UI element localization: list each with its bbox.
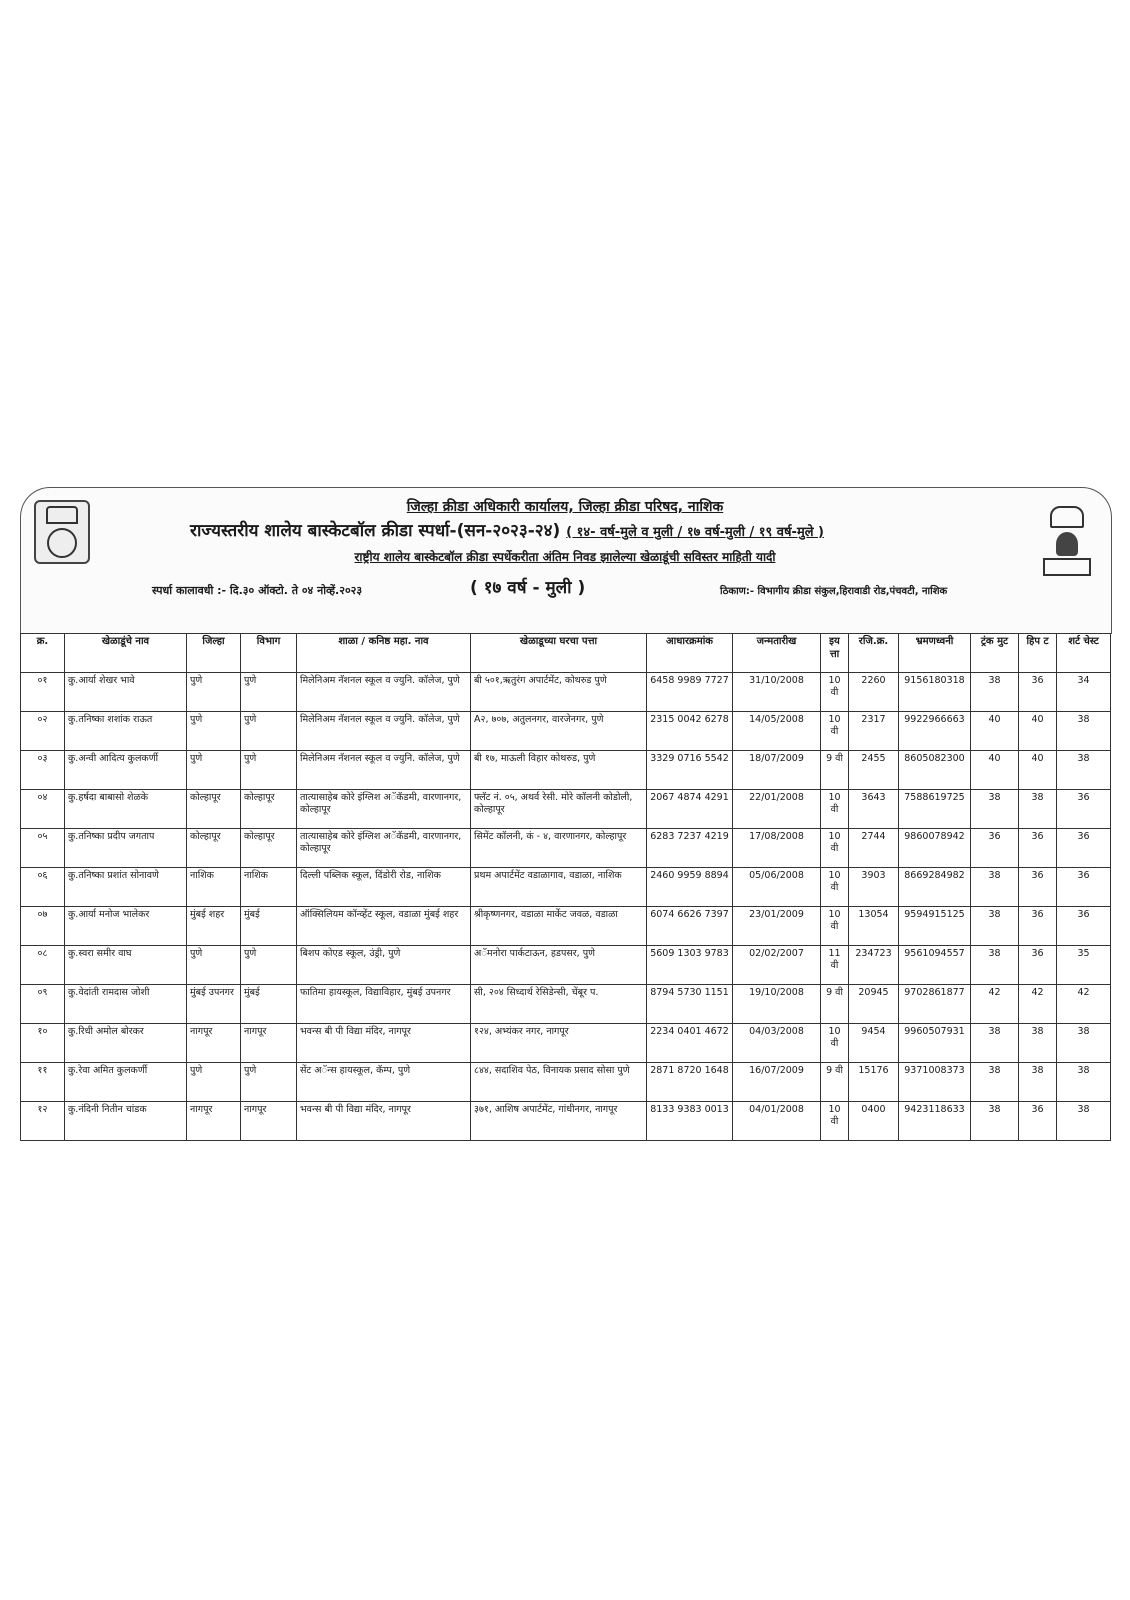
table-cell: मुंबई उपनगर [187,985,241,1024]
table-cell: बी १७, माऊली विहार कोथरुड, पुणे [471,751,647,790]
table-cell: ०४ [21,790,65,829]
table-cell: 38 [1019,790,1057,829]
table-cell: 16/07/2009 [733,1063,821,1102]
table-cell: ८४४, सदाशिव पेठ, विनायक प्रसाद सोसा पुणे [471,1063,647,1102]
table-cell: कु.तनिष्का शशांक राऊत [65,712,187,751]
table-cell: 9702861877 [899,985,971,1024]
column-header: जन्मतारीख [733,634,821,673]
table-cell: मुंबई शहर [187,907,241,946]
table-cell: नाशिक [241,868,297,907]
table-cell: 04/03/2008 [733,1024,821,1063]
table-cell: 31/10/2008 [733,673,821,712]
table-cell: ०३ [21,751,65,790]
table-cell: 38 [1019,1024,1057,1063]
table-cell: 36 [1057,868,1111,907]
table-cell: तात्यासाहेब कोरे इंग्लिश अॅकॅडमी, वारणानगर, कोल्हापूर [297,829,471,868]
table-cell: 38 [971,1024,1019,1063]
table-cell: पुणे [241,673,297,712]
table-cell: 2317 [849,712,899,751]
table-cell: 0400 [849,1102,899,1141]
table-row [21,868,1111,907]
table-cell: 18/07/2009 [733,751,821,790]
table-cell: पुणे [241,712,297,751]
table-row [21,985,1111,1024]
table-cell: नाशिक [187,868,241,907]
table-cell: पुणे [187,1063,241,1102]
table-cell: 9 वी [821,1063,849,1102]
table-cell: 7588619725 [899,790,971,829]
table-cell: 04/01/2008 [733,1102,821,1141]
table-cell: 10 वी [821,907,849,946]
table-cell: 36 [1057,907,1111,946]
table-cell: 22/01/2008 [733,790,821,829]
table-row [21,946,1111,985]
table-cell: भवन्स बी पी विद्या मंदिर, नागपूर [297,1102,471,1141]
table-cell: 35 [1057,946,1111,985]
table-cell: अॅमनोरा पार्कटाऊन, हडपसर, पुणे [471,946,647,985]
table-cell: 36 [1019,1102,1057,1141]
table-cell: कु.वेदांती रामदास जोशी [65,985,187,1024]
table-cell: कु.हर्षदा बाबासो शेळके [65,790,187,829]
table-cell: 8669284982 [899,868,971,907]
table-cell: 9156180318 [899,673,971,712]
table-cell: 2067 4874 4291 [647,790,733,829]
competition-period: स्पर्धा कालावधी :- दि.३० ऑक्टो. ते ०४ नोव्हें.२०२३ [152,584,363,597]
table-cell: 02/02/2007 [733,946,821,985]
table-cell: 9860078942 [899,829,971,868]
table-cell: कोल्हापूर [241,790,297,829]
table-cell: 38 [971,946,1019,985]
column-header: विभाग [241,634,297,673]
table-cell: 42 [971,985,1019,1024]
table-cell: 6458 9989 7727 [647,673,733,712]
table-cell: 17/08/2008 [733,829,821,868]
table-cell: प्रथम अपार्टमेंट वडाळागाव, वडाळा, नाशिक [471,868,647,907]
table-cell: 9594915125 [899,907,971,946]
table-cell: नागपूर [241,1102,297,1141]
table-cell: पुणे [187,946,241,985]
table-cell: कु.तनिष्का प्रदीप जगताप [65,829,187,868]
table-row [21,790,1111,829]
table-cell: 2260 [849,673,899,712]
table-cell: 15176 [849,1063,899,1102]
column-header: ट्रंक मुट [971,634,1019,673]
table-cell: 42 [1057,985,1111,1024]
table-cell: नागपूर [187,1024,241,1063]
table-cell: 6283 7237 4219 [647,829,733,868]
table-cell: 38 [971,868,1019,907]
table-cell: पुणे [241,946,297,985]
statue-emblem-icon [1042,506,1092,582]
table-cell: ०१ [21,673,65,712]
table-cell: मुंबई [241,907,297,946]
table-cell: 9 वी [821,985,849,1024]
table-cell: 36 [1019,907,1057,946]
table-cell: 23/01/2009 [733,907,821,946]
table-cell: 13054 [849,907,899,946]
table-cell: 2315 0042 6278 [647,712,733,751]
column-header: भ्रमणध्वनी [899,634,971,673]
table-cell: कोल्हापूर [187,790,241,829]
table-cell: ११ [21,1063,65,1102]
table-row [21,712,1111,751]
table-cell: 2744 [849,829,899,868]
table-cell: 5609 1303 9783 [647,946,733,985]
table-cell: 10 वी [821,829,849,868]
table-cell: 11 वी [821,946,849,985]
table-cell: 36 [1019,946,1057,985]
table-cell: 40 [971,712,1019,751]
table-cell: 19/10/2008 [733,985,821,1024]
players-table [20,633,1111,1141]
table-cell: 40 [1019,751,1057,790]
table-cell: 2234 0401 4672 [647,1024,733,1063]
table-header-row [21,634,1111,673]
column-header: क्र. [21,634,65,673]
table-cell: श्रीकृष्णनगर, वडाळा मार्केट जवळ, वडाळा [471,907,647,946]
table-cell: 9960507931 [899,1024,971,1063]
table-cell: 9371008373 [899,1063,971,1102]
table-row [21,1024,1111,1063]
column-header: शर्ट चेस्ट [1057,634,1111,673]
table-cell: 8133 9383 0013 [647,1102,733,1141]
table-cell: 10 वी [821,712,849,751]
table-cell: बी ५०१,ऋतुरंग अपार्टमेंट, कोथरुड पुणे [471,673,647,712]
table-cell: पुणे [241,751,297,790]
table-cell: 38 [971,1063,1019,1102]
table-cell: सेंट अॅन्स हायस्कूल, कॅम्प, पुणे [297,1063,471,1102]
table-cell: 10 वी [821,790,849,829]
table-cell: ०७ [21,907,65,946]
table-cell: 40 [971,751,1019,790]
table-cell: फातिमा हायस्कूल, विद्याविहार, मुंबई उपनगर [297,985,471,1024]
table-cell: 10 वी [821,868,849,907]
column-header: खेळाडूंचे नाव [65,634,187,673]
table-cell: कु.स्वरा समीर वाघ [65,946,187,985]
age-group-subtitle: ( १७ वर्ष - मुली ) [470,578,586,598]
table-cell: ऑक्सिलियम कॉन्व्हेंट स्कूल, वडाळा मुंबई शहर [297,907,471,946]
column-header: आधारक्रमांक [647,634,733,673]
table-cell: 36 [1019,868,1057,907]
table-cell: १२४, अभ्यंकर नगर, नागपूर [471,1024,647,1063]
table-cell: 38 [1057,751,1111,790]
table-cell: १० [21,1024,65,1063]
table-cell: पुणे [187,673,241,712]
table-cell: भवन्स बी पी विद्या मंदिर, नागपूर [297,1024,471,1063]
table-cell: 9922966663 [899,712,971,751]
table-cell: 36 [1019,829,1057,868]
table-cell: पुणे [187,712,241,751]
column-header: हिप ट [1019,634,1057,673]
table-cell: 05/06/2008 [733,868,821,907]
table-cell: सिमेंट कॉलनी, कं - ४, वारणानगर, कोल्हापूर [471,829,647,868]
table-row [21,1063,1111,1102]
table-cell: १२ [21,1102,65,1141]
table-cell: 40 [1019,712,1057,751]
table-cell: 6074 6626 7397 [647,907,733,946]
table-cell: A२, ७०७, अतुलनगर, वारजेनगर, पुणे [471,712,647,751]
table-cell: पुणे [241,1063,297,1102]
column-header: शाळा / कनिष्ठ महा. नाव [297,634,471,673]
office-title: जिल्हा क्रीडा अधिकारी कार्यालय, जिल्हा क्रीडा परिषद, नाशिक [406,499,724,515]
table-cell: 8605082300 [899,751,971,790]
table-cell: 8794 5730 1151 [647,985,733,1024]
table-cell: 10 वी [821,1102,849,1141]
table-cell: ०८ [21,946,65,985]
venue: ठिकाण:- विभागीय क्रीडा संकुल,हिरावाडी रोड,पंचवटी, नाशिक [720,586,948,597]
table-cell: कु.तनिष्का प्रशांत सोनावणे [65,868,187,907]
event-categories: ( १४- वर्ष-मुले व मुली / १७ वर्ष-मुली / १९ वर्ष-मुले ) [566,525,825,540]
table-cell: 9454 [849,1024,899,1063]
table-cell: 234723 [849,946,899,985]
table-cell: फ्लॅट नं. ०५, अथर्व रेसी. मोरे कॉलनी कोडोली, कोल्हापूर [471,790,647,829]
table-cell: 36 [971,829,1019,868]
table-cell: कु.आर्या शेखर भावे [65,673,187,712]
table-cell: नागपूर [187,1102,241,1141]
table-cell: ०९ [21,985,65,1024]
table-cell: 2460 9959 8894 [647,868,733,907]
table-cell: 20945 [849,985,899,1024]
table-cell: 9423118633 [899,1102,971,1141]
table-row [21,751,1111,790]
table-cell: 38 [971,907,1019,946]
table-cell: तात्यासाहेब कोरे इंग्लिश अॅकॅडमी, वारणानगर, कोल्हापूर [297,790,471,829]
table-cell: मिलेनिअम नॅशनल स्कूल व ज्युनि. कॉलेज, पुणे [297,712,471,751]
column-header: खेळाडूच्या घरचा पत्ता [471,634,647,673]
table-cell: 38 [1057,1024,1111,1063]
table-cell: 38 [1019,1063,1057,1102]
event-title [190,518,950,541]
table-cell: 38 [971,790,1019,829]
table-cell: पुणे [187,751,241,790]
table-row [21,829,1111,868]
table-cell: 10 वी [821,673,849,712]
column-header: रजि.क्र. [849,634,899,673]
table-cell: 36 [1019,673,1057,712]
table-cell: 2455 [849,751,899,790]
table-cell: 42 [1019,985,1057,1024]
table-cell: 9561094557 [899,946,971,985]
table-cell: 38 [1057,1063,1111,1102]
list-title: राष्ट्रीय शालेय बास्केटबॉल क्रीडा स्पर्धेकरीता अंतिम निवड झालेल्या खेळाडूंची सविस्तर माहिती यादी [354,550,776,564]
table-cell: 34 [1057,673,1111,712]
table-row [21,907,1111,946]
column-header: इय त्ता [821,634,849,673]
table-cell: 38 [1057,1102,1111,1141]
table-cell: नागपूर [241,1024,297,1063]
table-cell: 3903 [849,868,899,907]
table-cell: दिल्ली पब्लिक स्कूल, दिंडोरी रोड, नाशिक [297,868,471,907]
table-cell: कोल्हापूर [187,829,241,868]
table-cell: कोल्हापूर [241,829,297,868]
table-cell: ०६ [21,868,65,907]
table-cell: 36 [1057,829,1111,868]
table-cell: 3329 0716 5542 [647,751,733,790]
table-cell: ०२ [21,712,65,751]
table-cell: 2871 8720 1648 [647,1063,733,1102]
table-row [21,1102,1111,1141]
table-cell: सी, २०४ सिध्दार्थ रेसिडेन्सी, चेंबूर प. [471,985,647,1024]
event-title-text: राज्यस्तरीय शालेय बास्केटबॉल क्रीडा स्पर्धा-(सन-२०२३-२४) [190,521,561,541]
table-cell: कु.आर्या मनोज भालेकर [65,907,187,946]
table-cell: 10 वी [821,1024,849,1063]
table-cell: मुंबई [241,985,297,1024]
table-cell: 3643 [849,790,899,829]
table-cell: 14/05/2008 [733,712,821,751]
table-cell: 9 वी [821,751,849,790]
table-cell: ३७१, आशिष अपार्टमेंट, गांधीनगर, नागपूर [471,1102,647,1141]
table-cell: मिलेनिअम नॅशनल स्कूल व ज्युनि. कॉलेज, पुणे [297,673,471,712]
table-cell: ०५ [21,829,65,868]
table-cell: बिशप कोएड स्कूल, उंड्री, पुणे [297,946,471,985]
column-header: जिल्हा [187,634,241,673]
table-cell: 38 [1057,712,1111,751]
table-cell: कु.नंदिनी नितीन चांडक [65,1102,187,1141]
table-cell: कु.अन्वी आदित्य कुलकर्णी [65,751,187,790]
table-cell: 36 [1057,790,1111,829]
table-cell: कु.रेवा अमित कुलकर्णी [65,1063,187,1102]
table-row [21,673,1111,712]
table-cell: मिलेनिअम नॅशनल स्कूल व ज्युनि. कॉलेज, पुणे [297,751,471,790]
table-cell: 38 [971,673,1019,712]
table-cell: 38 [971,1102,1019,1141]
table-cell: कु.रिधी अमोल बोरकर [65,1024,187,1063]
